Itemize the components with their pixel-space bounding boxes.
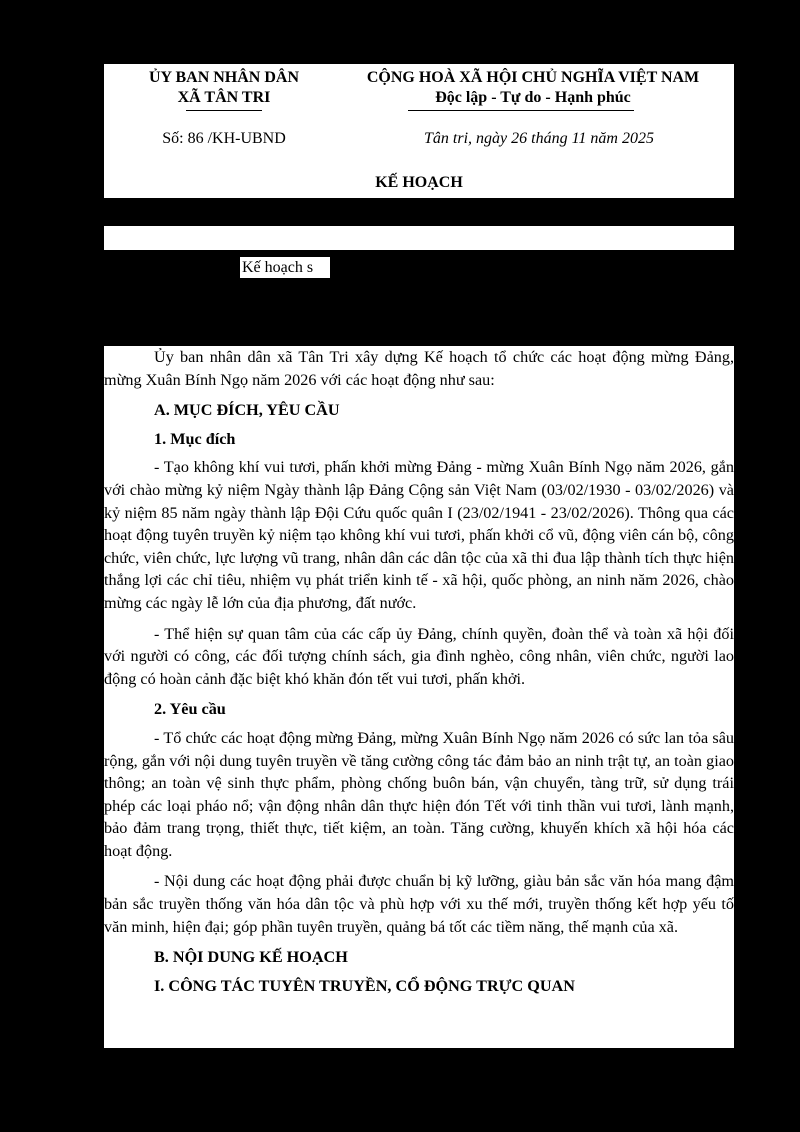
partial-text-snippet: Kế hoạch s (240, 257, 330, 278)
section-b-heading: B. NỘI DUNG KẾ HOẠCH (154, 948, 348, 967)
purpose-paragraph-1: - Tạo không khí vui tươi, phấn khởi mừng Đảng - mừng Xuân Bính Ngọ năm 2026, gắn với chào mừng kỷ niệm Ngày thành lập Đảng Cộng sản Việt Nam (03/02/1930 - 03/02/2026) và kỷ niệm 85 năm ngày thành lập Đội Cứu quốc quân I (23/02/1941 - 23/02/2026). Thông qua các hoạt động tuyên truyền kỷ niệm tạo không khí vui tươi, phấn khởi cổ vũ, động viên cán bộ, công chức, viên chức, lực lượng vũ trang, nhân dân các dân tộc của xã thi đua lập thành tích thực hiện thắng lợi các chỉ tiêu, nhiệm vụ phát triển kinh tế - xã hội, quốc phòng, an ninh năm 2026, chào mừng các ngày lễ lớn của địa phương, đất nước. (104, 458, 734, 612)
agency-line-2: XÃ TÂN TRI (177, 89, 271, 106)
section-a-heading: A. MỤC ĐÍCH, YÊU CẦU (154, 401, 340, 420)
blank-strip (104, 226, 734, 250)
requirements-paragraph-2: - Nội dung các hoạt động phải được chuẩn bị kỹ lưỡng, giàu bản sắc văn hóa mang đậm bản sắc truyền thống văn hóa dân tộc và phù hợp với xu thế mới, truyền thống kết hợp yếu tố văn minh, hiện đại; góp phần tuyên truyền, quảng bá tốt các tiềm năng, thế mạnh của xã. (104, 872, 734, 936)
motto-underline (408, 110, 634, 111)
requirements-heading: 2. Yêu cầu (154, 700, 226, 719)
document-header (104, 64, 734, 198)
agency-underline (186, 110, 262, 111)
document-type-title: KẾ HOẠCH (375, 174, 463, 191)
motto-line-1: CỘNG HOÀ XÃ HỘI CHỦ NGHĨA VIỆT NAM (366, 69, 700, 86)
purpose-heading: 1. Mục đích (154, 429, 236, 448)
national-motto (332, 68, 734, 108)
requirements-paragraph-1: - Tổ chức các hoạt động mừng Đảng, mừng Xuân Bính Ngọ năm 2026 có sức lan tỏa sâu rộng, gắn với nội dung tuyên truyền về tăng cường công tác đảm bảo an ninh trật tự, an toàn giao thông; an toàn vệ sinh thực phẩm, phòng chống buôn bán, vận chuyển, tàng trữ, sử dụng trái phép các loại pháo nổ; vận động nhân dân thực hiện đón Tết với tinh thần vui tươi, lành mạnh, bảo đảm trang trọng, thiết thực, tiết kiệm, an toàn. Tăng cường, khuyến khích xã hội hóa các hoạt động. (104, 728, 734, 860)
purpose-paragraph-2: - Thể hiện sự quan tâm của các cấp ủy Đảng, chính quyền, đoàn thể và toàn xã hội đối với người có công, các đối tượng chính sách, gia đình nghèo, công nhân, viên chức, người lao động có hoàn cảnh đặc biệt khó khăn đón tết vui tươi, phấn khởi. (104, 624, 734, 688)
document-number: Số: 86 /KH-UBND (162, 130, 286, 147)
document-date: Tân tri, ngày 26 tháng 11 năm 2025 (424, 130, 654, 147)
motto-line-2: Độc lập - Tự do - Hạnh phúc (435, 89, 631, 106)
document-body (104, 346, 734, 1048)
agency-line-1: ỦY BAN NHÂN DÂN (148, 69, 300, 86)
section-b1-heading: I. CÔNG TÁC TUYÊN TRUYỀN, CỔ ĐỘNG TRỰC QUAN (154, 976, 575, 995)
agency-name (104, 68, 344, 108)
intro-paragraph: Ủy ban nhân dân xã Tân Tri xây dựng Kế hoạch tổ chức các hoạt động mừng Đảng, mừng Xuân Bính Ngọ năm 2026 với các hoạt động như sau: (104, 348, 734, 389)
